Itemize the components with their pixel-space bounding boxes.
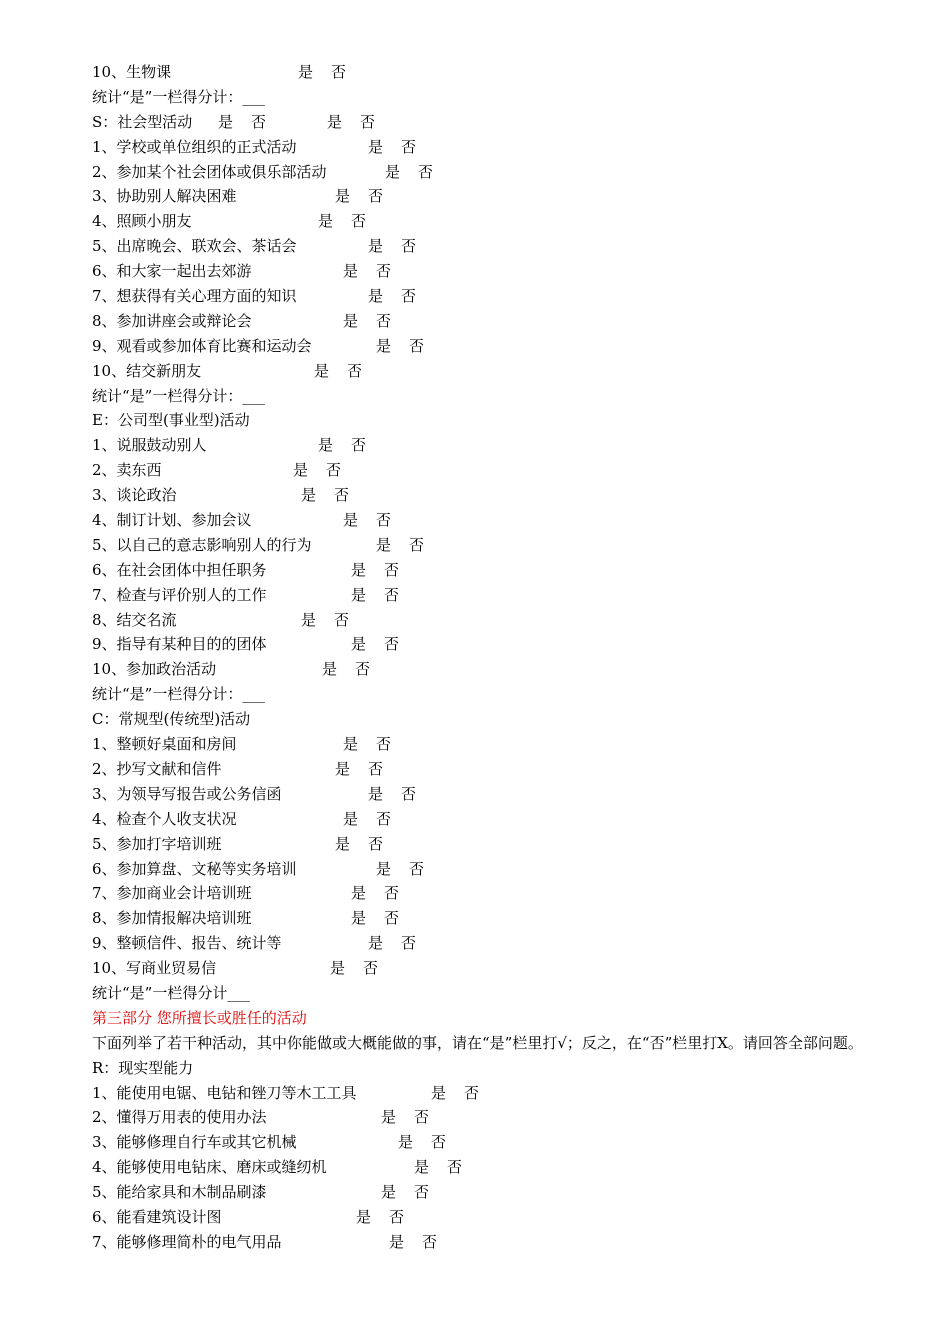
no-option: 否	[431, 1133, 447, 1152]
no-option: 否	[409, 336, 425, 355]
no-option: 否	[401, 784, 417, 803]
item-label: 统计“是”一栏得分计：___	[92, 386, 265, 405]
no-option: 否	[351, 212, 367, 231]
yes-option: 是	[381, 1108, 397, 1127]
questionnaire-line	[0, 234, 950, 259]
item-label: 1、说服鼓动别人	[92, 436, 207, 455]
questionnaire-line	[0, 483, 950, 508]
no-option: 否	[464, 1083, 480, 1102]
item-label: C：常规型(传统型)活动	[92, 710, 251, 729]
questionnaire-line	[0, 1105, 950, 1130]
yes-option: 是	[351, 560, 367, 579]
no-option: 否	[376, 735, 392, 754]
yes-option: 是	[351, 635, 367, 654]
no-option: 否	[368, 834, 384, 853]
item-label: 6、在社会团体中担任职务	[92, 560, 267, 579]
item-label: 4、照顾小朋友	[92, 212, 192, 231]
yes-option: 是	[368, 237, 384, 256]
questionnaire-line	[0, 284, 950, 309]
yes-option: 是	[327, 112, 343, 131]
no-option: 否	[401, 287, 417, 306]
item-label: 5、参加打字培训班	[92, 834, 222, 853]
item-label: 4、能够使用电钻床、磨床或缝纫机	[92, 1158, 327, 1177]
item-label: 1、学校或单位组织的正式活动	[92, 137, 297, 156]
item-label: 4、检查个人收支状况	[92, 809, 237, 828]
yes-option: 是	[351, 884, 367, 903]
item-label: R：现实型能力	[92, 1058, 194, 1077]
no-option: 否	[368, 187, 384, 206]
item-label: 7、检查与评价别人的工作	[92, 585, 267, 604]
yes-option: 是	[398, 1133, 414, 1152]
item-label: 9、整顿信件、报告、统计等	[92, 934, 282, 953]
yes-option: 是	[322, 660, 338, 679]
questionnaire-line	[0, 583, 950, 608]
questionnaire-line	[0, 1081, 950, 1106]
questionnaire-line	[0, 85, 950, 110]
yes-option: 是	[218, 112, 234, 131]
questionnaire-line	[0, 657, 950, 682]
questionnaire-line	[0, 408, 950, 433]
no-option: 否	[409, 535, 425, 554]
yes-option: 是	[335, 834, 351, 853]
questionnaire-line	[0, 682, 950, 707]
yes-option: 是	[376, 859, 392, 878]
item-label: 4、制订计划、参加会议	[92, 511, 252, 530]
item-label: 5、能给家具和木制品刷漆	[92, 1183, 267, 1202]
yes-option: 是	[343, 809, 359, 828]
yes-option: 是	[431, 1083, 447, 1102]
questionnaire-line	[0, 1230, 950, 1255]
questionnaire-line	[0, 832, 950, 857]
item-label: S：社会型活动	[92, 112, 193, 131]
questionnaire-line	[0, 160, 950, 185]
no-option: 否	[351, 436, 367, 455]
no-option: 否	[384, 909, 400, 928]
no-option: 否	[331, 63, 347, 81]
yes-option: 是	[343, 311, 359, 330]
yes-option: 是	[301, 486, 317, 505]
item-label: 3、协助别人解决困难	[92, 187, 237, 206]
yes-option: 是	[376, 535, 392, 554]
item-label: 9、指导有某种目的的团体	[92, 635, 267, 654]
no-option: 否	[414, 1183, 430, 1202]
questionnaire-line	[0, 334, 950, 359]
item-label: 2、参加某个社会团体或俱乐部活动	[92, 162, 327, 181]
item-label: 8、参加讲座会或辩论会	[92, 311, 252, 330]
no-option: 否	[389, 1207, 405, 1226]
no-option: 否	[401, 934, 417, 953]
yes-option: 是	[314, 361, 330, 380]
questionnaire-line	[0, 782, 950, 807]
questionnaire-line	[0, 558, 950, 583]
questionnaire-line	[0, 259, 950, 284]
yes-option: 是	[385, 162, 401, 181]
questionnaire-line	[0, 1006, 950, 1031]
item-label: 1、能使用电锯、电钻和锉刀等木工工具	[92, 1083, 357, 1102]
item-label: 统计“是”一栏得分计___	[92, 983, 250, 1002]
item-label: 2、抄写文献和信件	[92, 759, 222, 778]
item-label: 3、能够修理自行车或其它机械	[92, 1133, 297, 1152]
no-option: 否	[360, 112, 376, 131]
item-label: 统计“是”一栏得分计：___	[92, 87, 265, 106]
yes-option: 是	[293, 461, 309, 480]
no-option: 否	[418, 162, 434, 181]
no-option: 否	[251, 112, 267, 131]
questionnaire-line	[0, 135, 950, 160]
item-label: 8、参加情报解决培训班	[92, 909, 252, 928]
questionnaire-line	[0, 209, 950, 234]
item-label: 10、写商业贸易信	[92, 959, 217, 978]
questionnaire-line	[0, 906, 950, 931]
no-option: 否	[363, 959, 379, 978]
no-option: 否	[384, 585, 400, 604]
yes-option: 是	[389, 1232, 405, 1251]
yes-option: 是	[335, 187, 351, 206]
no-option: 否	[414, 1108, 430, 1127]
no-option: 否	[355, 660, 371, 679]
questionnaire-line	[0, 881, 950, 906]
questionnaire-line	[0, 1180, 950, 1205]
item-label: 统计“是”一栏得分计：___	[92, 685, 265, 704]
instruction-paragraph: 下面列举了若干种活动，其中你能做或大概能做的事，请在“是”栏里打√；反之，在“否”栏里打X。请回答全部问题。	[92, 1033, 863, 1052]
questionnaire-section	[0, 60, 950, 1031]
item-label: 2、卖东西	[92, 461, 162, 480]
item-label: 6、参加算盘、文秘等实务培训	[92, 859, 297, 878]
questionnaire-line	[0, 1155, 950, 1180]
no-option: 否	[376, 511, 392, 530]
item-label: 5、出席晚会、联欢会、茶话会	[92, 237, 297, 256]
questionnaire-line	[0, 608, 950, 633]
yes-option: 是	[343, 262, 359, 281]
item-label: 7、想获得有关心理方面的知识	[92, 287, 297, 306]
questionnaire-line	[0, 508, 950, 533]
yes-option: 是	[376, 336, 392, 355]
no-option: 否	[368, 759, 384, 778]
section-heading: 第三部分 您所擅长或胜任的活动	[92, 1008, 307, 1027]
yes-option: 是	[368, 137, 384, 156]
item-label: 6、能看建筑设计图	[92, 1207, 222, 1226]
no-option: 否	[334, 486, 350, 505]
yes-option: 是	[330, 959, 346, 978]
yes-option: 是	[368, 287, 384, 306]
yes-option: 是	[343, 511, 359, 530]
item-label: 8、结交名流	[92, 610, 177, 629]
questionnaire-line	[0, 981, 950, 1006]
ability-section	[0, 1056, 950, 1255]
item-label: 9、观看或参加体育比赛和运动会	[92, 336, 312, 355]
yes-option: 是	[368, 934, 384, 953]
questionnaire-line	[0, 931, 950, 956]
yes-option: 是	[351, 909, 367, 928]
yes-option: 是	[335, 759, 351, 778]
item-label: E：公司型(事业型)活动	[92, 411, 250, 430]
questionnaire-line	[0, 757, 950, 782]
item-label: 7、能够修理简朴的电气用品	[92, 1232, 282, 1251]
no-option: 否	[376, 262, 392, 281]
item-label: 10、生物课	[92, 63, 172, 81]
no-option: 否	[347, 361, 363, 380]
questionnaire-line	[0, 184, 950, 209]
questionnaire-line	[0, 433, 950, 458]
questionnaire-line	[0, 956, 950, 981]
item-label: 2、懂得万用表的使用办法	[92, 1108, 267, 1127]
yes-option: 是	[381, 1183, 397, 1202]
yes-option: 是	[343, 735, 359, 754]
questionnaire-line	[0, 707, 950, 732]
questionnaire-line	[0, 533, 950, 558]
item-label: 10、结交新朋友	[92, 361, 202, 380]
no-option: 否	[384, 560, 400, 579]
no-option: 否	[326, 461, 342, 480]
item-label: 6、和大家一起出去郊游	[92, 262, 252, 281]
questionnaire-line	[0, 60, 950, 85]
yes-option: 是	[351, 585, 367, 604]
questionnaire-line	[0, 857, 950, 882]
no-option: 否	[422, 1232, 438, 1251]
item-label: 10、参加政治活动	[92, 660, 217, 679]
questionnaire-line	[0, 458, 950, 483]
no-option: 否	[334, 610, 350, 629]
questionnaire-line	[0, 309, 950, 334]
yes-option: 是	[368, 784, 384, 803]
item-label: 3、谈论政治	[92, 486, 177, 505]
no-option: 否	[447, 1158, 463, 1177]
item-label: 3、为领导写报告或公务信函	[92, 784, 282, 803]
questionnaire-line	[0, 632, 950, 657]
no-option: 否	[376, 311, 392, 330]
questionnaire-line	[0, 1056, 950, 1081]
questionnaire-line	[0, 807, 950, 832]
yes-option: 是	[356, 1207, 372, 1226]
no-option: 否	[384, 635, 400, 654]
item-label: 7、参加商业会计培训班	[92, 884, 252, 903]
no-option: 否	[409, 859, 425, 878]
questionnaire-line	[0, 384, 950, 409]
no-option: 否	[401, 137, 417, 156]
questionnaire-line	[0, 110, 950, 135]
item-label: 1、整顿好桌面和房间	[92, 735, 237, 754]
yes-option: 是	[301, 610, 317, 629]
yes-option: 是	[298, 63, 314, 81]
questionnaire-line	[0, 732, 950, 757]
no-option: 否	[401, 237, 417, 256]
yes-option: 是	[318, 212, 334, 231]
questionnaire-line	[0, 359, 950, 384]
document-page	[0, 60, 950, 1255]
questionnaire-line	[0, 1205, 950, 1230]
no-option: 否	[376, 809, 392, 828]
yes-option: 是	[318, 436, 334, 455]
item-label: 5、以自己的意志影响别人的行为	[92, 535, 312, 554]
no-option: 否	[384, 884, 400, 903]
yes-option: 是	[414, 1158, 430, 1177]
questionnaire-line	[0, 1130, 950, 1155]
